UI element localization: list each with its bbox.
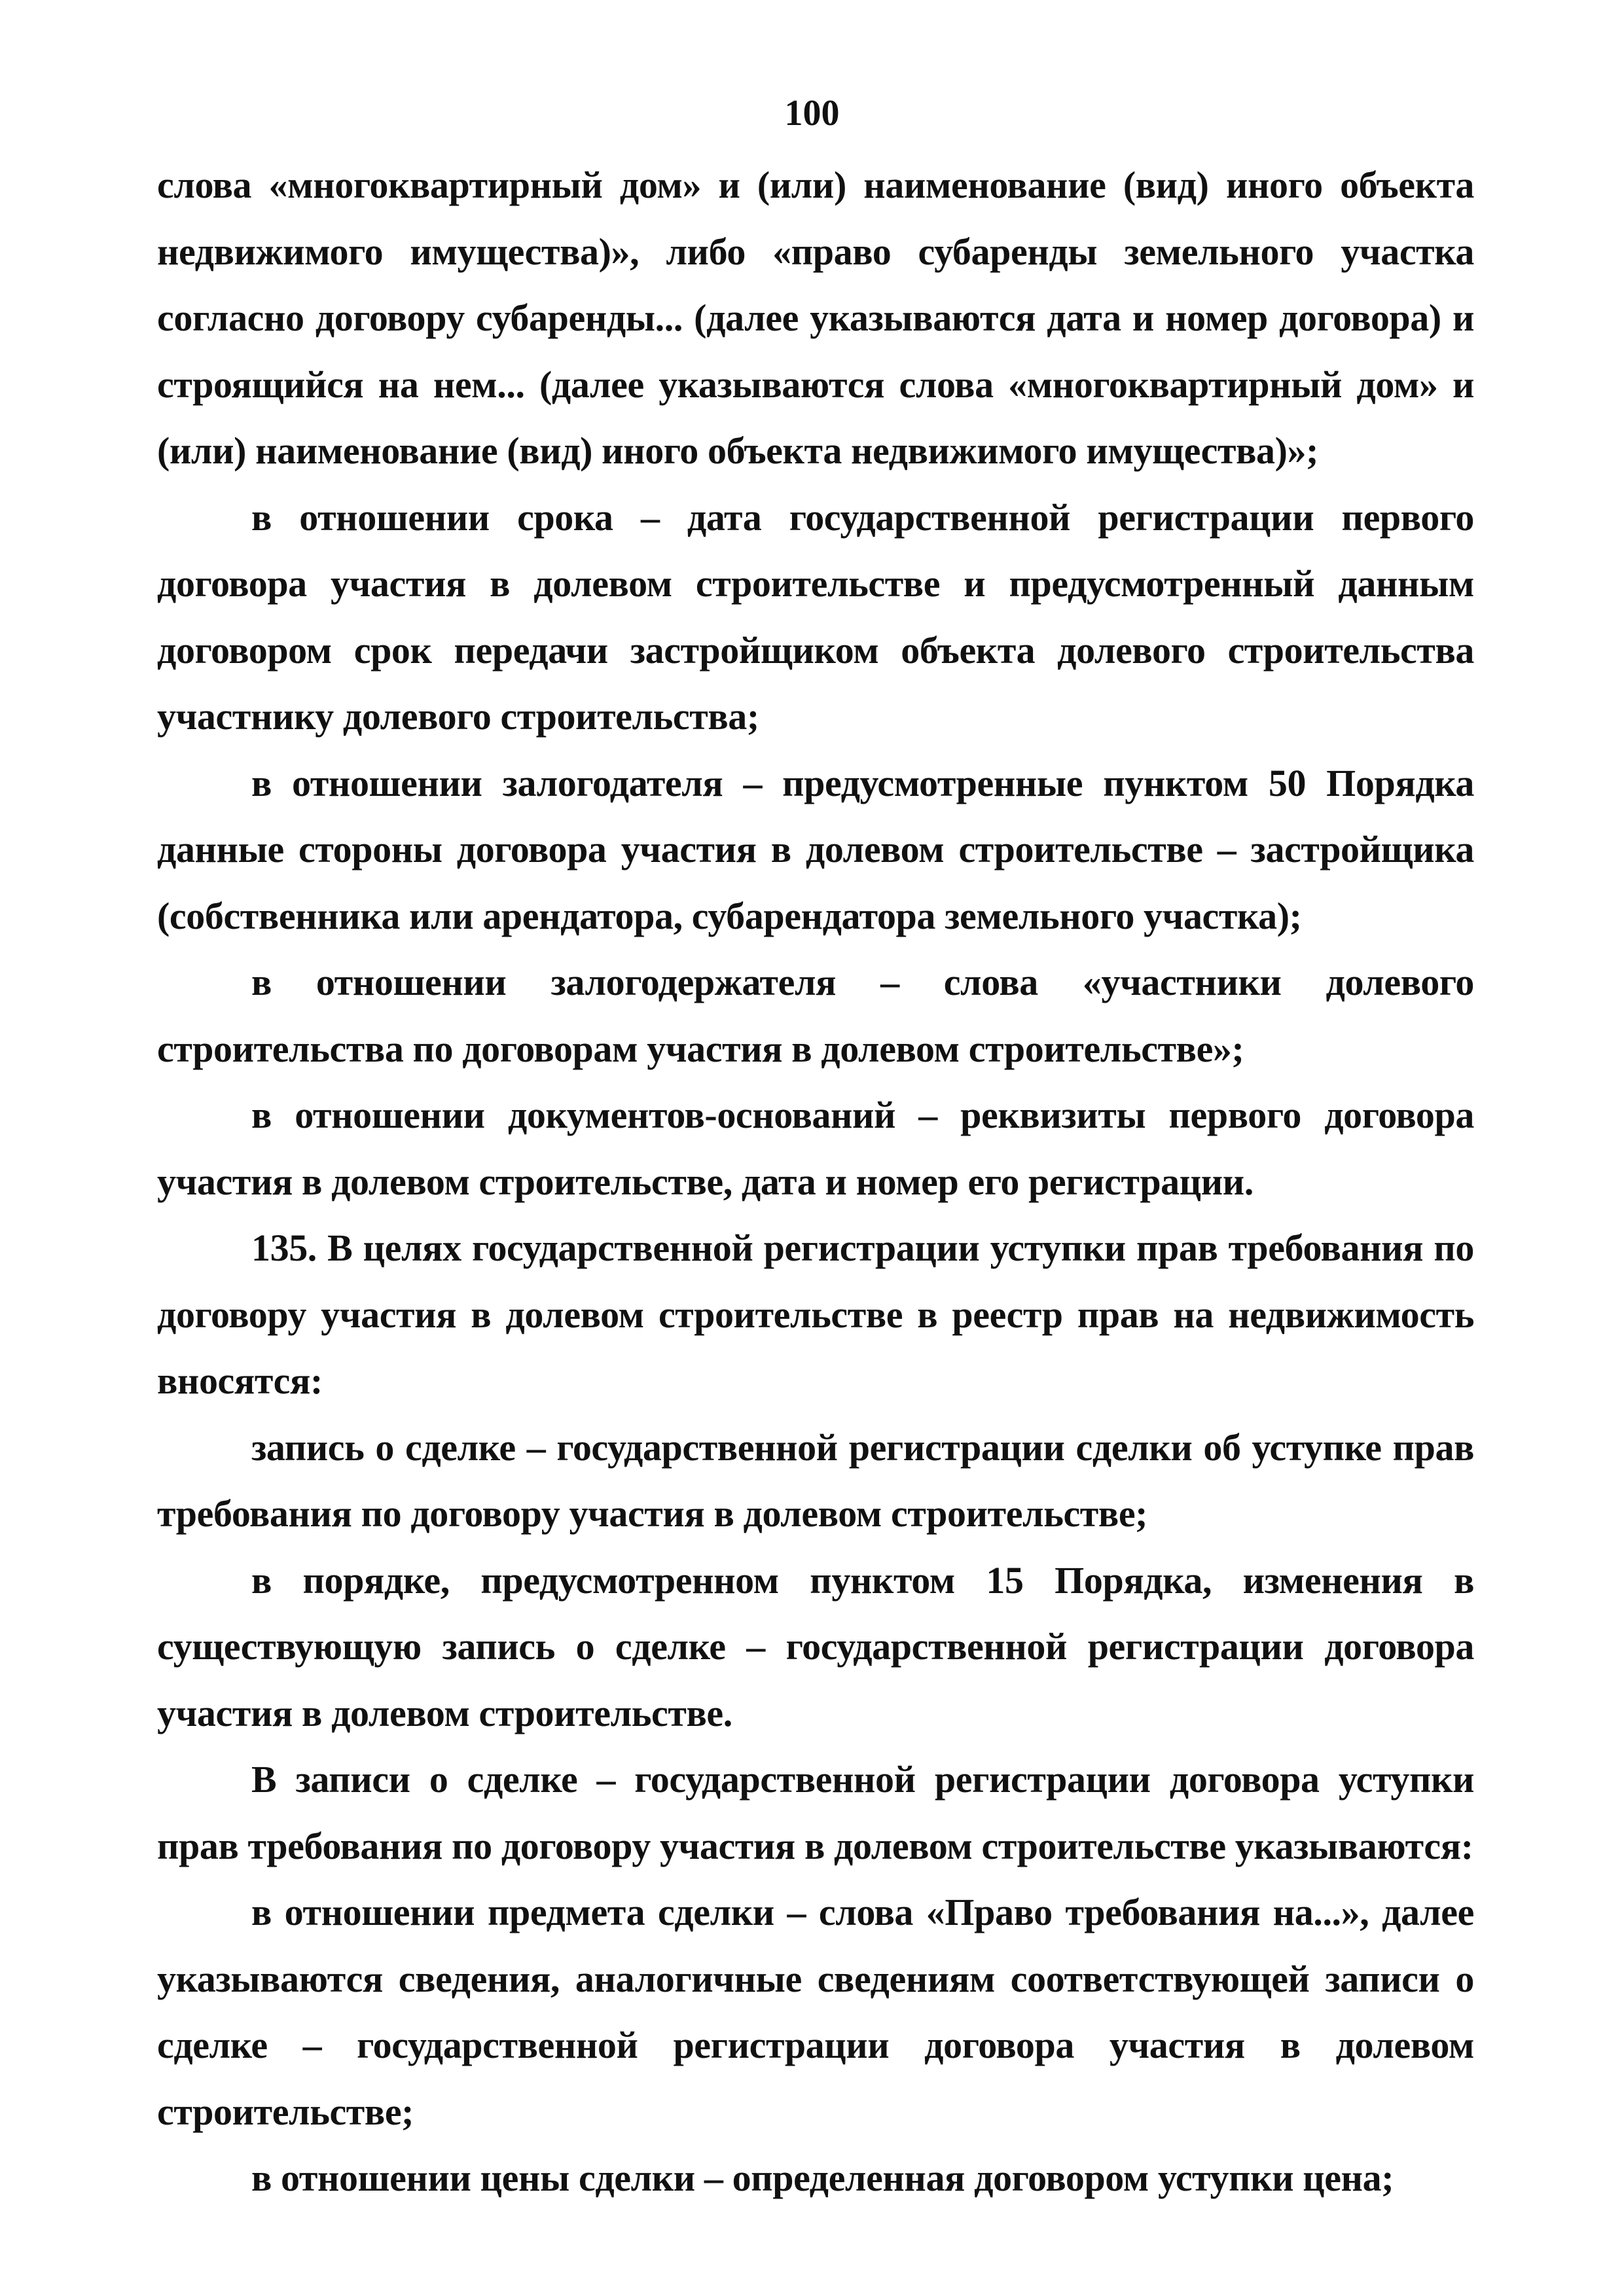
paragraph-item-135: 135. В целях государственной регистрации уступки прав требования по договору участия в долевом строительстве в реестр прав на недвижимость вносятся:: [157, 1227, 1474, 1402]
paragraph-transaction-record: запись о сделке – государственной регистрации сделки об уступке прав требования по договору участия в долевом строительстве;: [157, 1426, 1474, 1535]
paragraph-subject: в отношении предмета сделки – слова «Право требования на...», далее указываются сведения, аналогичные сведениям соответствующей записи о сделке – государственной регистрации договора участия в долевом строительстве;: [157, 1891, 1474, 2133]
paragraph-term: в отношении срока – дата государственной регистрации первого договора участия в долевом строительстве и предусмотренный данным договором срок передачи застройщиком объекта долевого строительства участнику долевого строительства;: [157, 495, 1474, 738]
paragraph-basis-documents: в отношении документов-оснований – реквизиты первого договора участия в долевом строительстве, дата и номер его регистрации.: [157, 1094, 1474, 1203]
paragraph-pledgee: в отношении залогодержателя – слова «участники долевого строительства по договорам участия в долевом строительстве»;: [157, 961, 1474, 1070]
paragraph-price: в отношении цены сделки – определенная договором уступки цена;: [251, 2157, 1394, 2199]
paragraph-record-changes: в порядке, предусмотренном пунктом 15 Порядка, изменения в существующую запись о сделке – государственной регистрации договора участия в долевом строительстве.: [157, 1558, 1474, 1734]
paragraph-pledgor: в отношении залогодателя – предусмотренные пунктом 50 Порядка данные стороны договора участия в долевом строительстве – застройщика (собственника или арендатора, субарендатора земельного участка);: [157, 761, 1474, 937]
paragraph-record-contents: В записи о сделке – государственной регистрации договора уступки прав требования по договору участия в долевом строительстве указываются:: [157, 1758, 1474, 1867]
paragraph-continuation: слова «многоквартирный дом» и (или) наименование (вид) иного объекта недвижимого имущества)», либо «право субаренды земельного участка согласно договору субаренды... (далее указываются дата и номер договора) и строящийся на нем... (далее указываются слова «многоквартирный дом» и (или) наименование (вид) иного объекта недвижимого имущества)»;: [157, 164, 1474, 472]
document-body: [157, 152, 1474, 2212]
page-number: 100: [784, 93, 840, 134]
